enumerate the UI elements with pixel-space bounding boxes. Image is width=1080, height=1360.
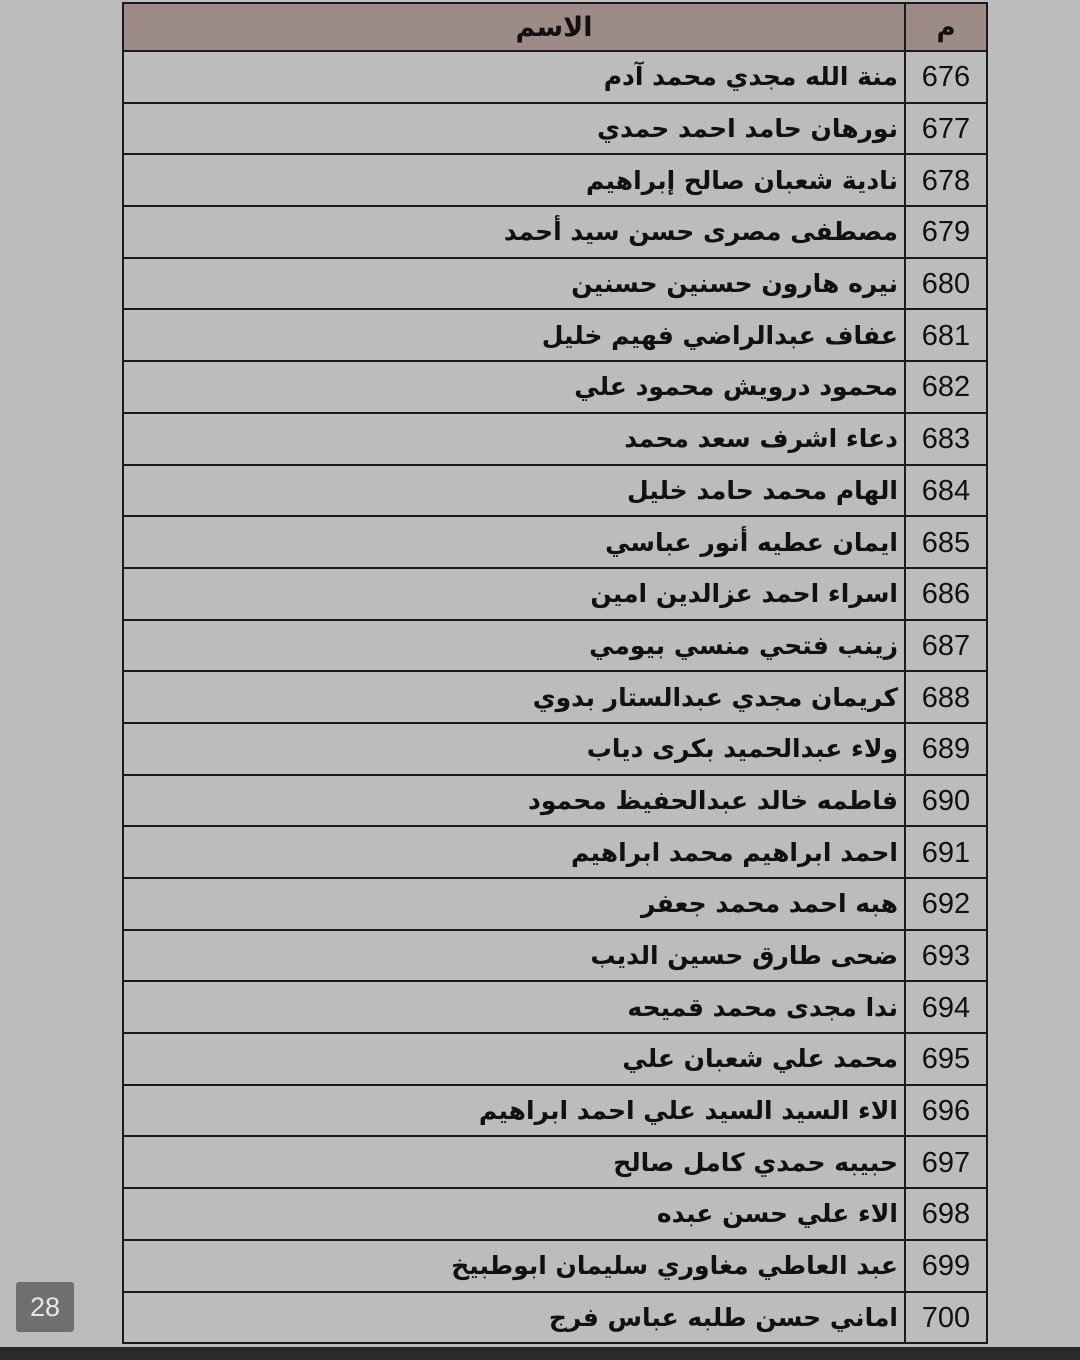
table-row [124,517,986,569]
table-body [124,52,986,1344]
row-name: مصطفى مصرى حسن سيد أحمد [503,217,898,247]
table-row [124,879,986,931]
table-row [124,207,986,259]
row-name: الاء علي حسن عبده [656,1199,898,1229]
row-number: 679 [904,207,986,257]
table-row [124,52,986,104]
row-name: الاء السيد السيد علي احمد ابراهيم [478,1096,898,1126]
row-number: 697 [904,1137,986,1187]
table-row [124,104,986,156]
table-row [124,466,986,518]
table-row [124,1034,986,1086]
row-name: ولاء عبدالحميد بكرى دياب [586,734,898,764]
row-number: 695 [904,1034,986,1084]
row-number: 689 [904,724,986,774]
row-name: ضحى طارق حسين الديب [590,941,898,971]
page-number-badge: 28 [16,1282,74,1332]
row-name: حبيبه حمدي كامل صالح [613,1147,898,1177]
row-name: اماني حسن طلبه عباس فرج [548,1302,898,1332]
table-header [124,2,986,52]
table-row [124,827,986,879]
row-number: 700 [904,1293,986,1343]
row-number: 699 [904,1241,986,1291]
row-number: 692 [904,879,986,929]
table-row [124,621,986,673]
row-number: 693 [904,931,986,981]
table-row [124,931,986,983]
table-row [124,1241,986,1293]
row-name: فاطمه خالد عبدالحفيظ محمود [528,785,898,815]
row-number: 676 [904,52,986,102]
table-row [124,672,986,724]
row-number: 696 [904,1086,986,1136]
row-number: 698 [904,1189,986,1239]
table-row [124,259,986,311]
row-name: محمد علي شعبان علي [622,1044,898,1074]
row-number: 688 [904,672,986,722]
table-row [124,310,986,362]
row-name: نورهان حامد احمد حمدي [597,114,898,144]
table-row [124,1189,986,1241]
row-number: 687 [904,621,986,671]
table-row [124,776,986,828]
row-name: دعاء اشرف سعد محمد [624,424,898,454]
row-number: 690 [904,776,986,826]
row-name: منة الله مجدي محمد آدم [603,62,898,92]
header-name-column: الاسم [515,11,593,43]
table-row [124,1137,986,1189]
row-name: الهام محمد حامد خليل [626,475,898,505]
bottom-bar [0,1347,1080,1360]
row-number: 681 [904,310,986,360]
row-name: ندا مجدى محمد قميحه [627,992,898,1022]
row-number: 694 [904,982,986,1032]
row-name: عبد العاطي مغاوري سليمان ابوطبيخ [451,1251,898,1281]
row-number: 684 [904,466,986,516]
row-number: 683 [904,414,986,464]
row-name: هبه احمد محمد جعفر [641,889,898,919]
row-name: اسراء احمد عزالدين امين [590,579,898,609]
header-number-column: م [904,4,986,50]
row-number: 691 [904,827,986,877]
row-number: 685 [904,517,986,567]
row-name: زينب فتحي منسي بيومي [589,630,898,660]
row-name: كريمان مجدي عبدالستار بدوي [532,682,898,712]
row-name: نادية شعبان صالح إبراهيم [585,165,898,195]
row-name: ايمان عطيه أنور عباسي [605,527,898,557]
table-row [124,569,986,621]
row-number: 678 [904,155,986,205]
row-name: عفاف عبدالراضي فهيم خليل [541,320,898,350]
table-row [124,362,986,414]
table-row [124,982,986,1034]
row-number: 680 [904,259,986,309]
row-number: 686 [904,569,986,619]
row-name: نيره هارون حسنين حسنين [571,269,898,299]
table-row [124,155,986,207]
table-row [124,1086,986,1138]
row-name: محمود درويش محمود علي [574,372,898,402]
row-name: احمد ابراهيم محمد ابراهيم [570,837,898,867]
table-row [124,414,986,466]
table-row [124,724,986,776]
row-number: 677 [904,104,986,154]
names-table [122,2,988,1344]
row-number: 682 [904,362,986,412]
table-row [124,1293,986,1345]
